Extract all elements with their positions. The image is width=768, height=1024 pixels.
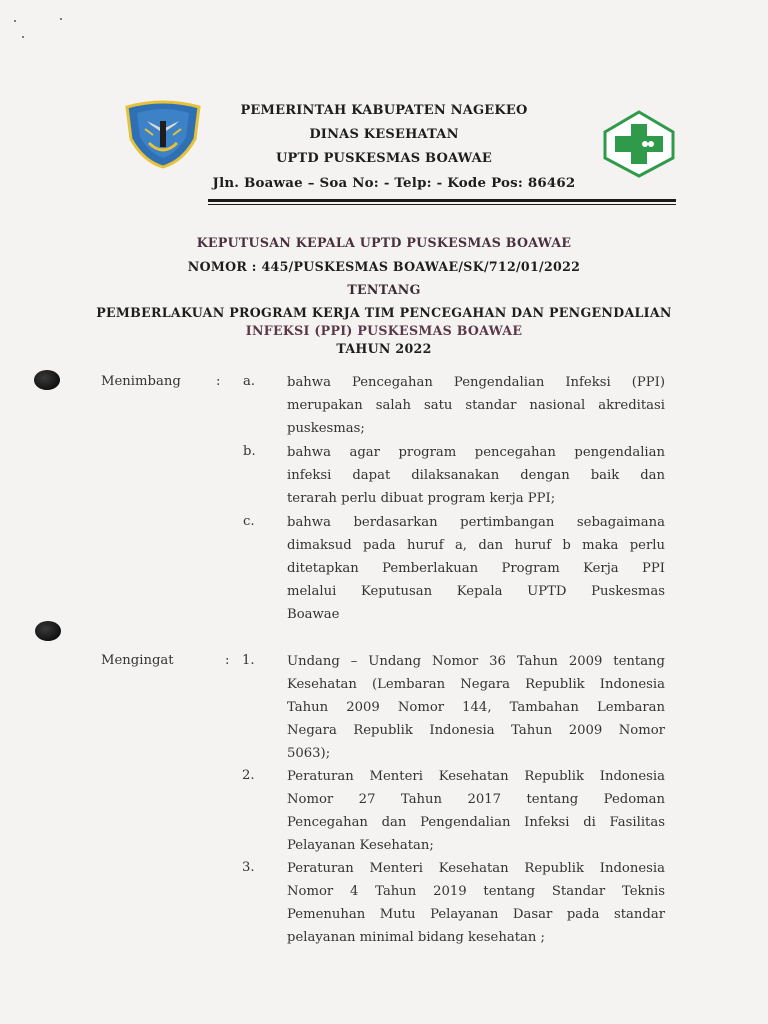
text-line: Kesehatan (Lembaran Negara Republik Indonesia <box>287 677 665 692</box>
text-line: terarah perlu dibuat program kerja PPI; <box>287 491 556 506</box>
menimbang-item-a <box>287 371 665 440</box>
letterhead-institution: UPTD PUSKESMAS BOAWAE <box>275 151 493 166</box>
mengingat-item-3 <box>287 857 665 949</box>
text-line: Pemenuhan Mutu Pelayanan Dasar pada standar <box>287 907 665 922</box>
punch-hole-bottom <box>35 621 61 641</box>
decree-number: NOMOR : 445/PUSKESMAS BOAWAE/SK/712/01/2022 <box>187 259 581 274</box>
decree-year: TAHUN 2022 <box>336 341 432 356</box>
text-line: melalui Keputusan Kepala UPTD Puskesmas <box>287 584 665 599</box>
scan-speck <box>22 36 24 38</box>
letterhead-department: DINAS KESEHATAN <box>309 127 459 142</box>
mengingat-colon: : <box>225 653 230 668</box>
menimbang-colon: : <box>216 374 221 389</box>
decree-subject-line1: PEMBERLAKUAN PROGRAM KERJA TIM PENCEGAHAN DAN PENGENDALIAN <box>96 305 672 320</box>
menimbang-marker-a: a. <box>243 374 256 389</box>
puskesmas-green-cross-icon <box>601 110 677 178</box>
text-line: Undang – Undang Nomor 36 Tahun 2009 tentang <box>287 654 665 669</box>
text-line: Peraturan Menteri Kesehatan Republik Indonesia <box>287 769 665 784</box>
text-line: infeksi dapat dilaksanakan dengan baik dan <box>287 468 665 483</box>
mengingat-item-1 <box>287 650 665 765</box>
menimbang-item-c <box>287 511 665 626</box>
text-line: 5063); <box>287 746 331 761</box>
decree-subject-line2: INFEKSI (PPI) PUSKESMAS BOAWAE <box>245 323 523 338</box>
decree-tentang: TENTANG <box>347 282 421 297</box>
text-line: ditetapkan Pemberlakuan Program Kerja PPI <box>287 561 665 576</box>
scan-speck <box>14 20 16 22</box>
text-line: Pelayanan Kesehatan; <box>287 838 434 853</box>
text-line: Nomor 27 Tahun 2017 tentang Pedoman <box>287 792 665 807</box>
scan-speck <box>60 18 62 20</box>
text-line: dimaksud pada huruf a, dan huruf b maka perlu <box>287 538 665 553</box>
text-line: Boawae <box>287 607 340 622</box>
letterhead-government: PEMERINTAH KABUPATEN NAGEKEO <box>240 103 528 118</box>
text-line: Negara Republik Indonesia Tahun 2009 Nomor <box>287 723 665 738</box>
text-line: merupakan salah satu standar nasional akreditasi <box>287 398 665 413</box>
menimbang-item-b <box>287 441 665 510</box>
mengingat-marker-1: 1. <box>242 653 255 668</box>
mengingat-marker-2: 2. <box>242 768 255 783</box>
decree-title: KEPUTUSAN KEPALA UPTD PUSKESMAS BOAWAE <box>196 235 572 250</box>
text-line: Tahun 2009 Nomor 144, Tambahan Lembaran <box>287 700 665 715</box>
text-line: bahwa Pencegahan Pengendalian Infeksi (PPI) <box>287 375 665 390</box>
letterhead-address: Jln. Boawae – Soa No: - Telp: - Kode Pos: 86462 <box>212 175 576 191</box>
text-line: Pencegahan dan Pengendalian Infeksi di Fasilitas <box>287 815 665 830</box>
text-line: Nomor 4 Tahun 2019 tentang Standar Teknis <box>287 884 665 899</box>
text-line: Peraturan Menteri Kesehatan Republik Indonesia <box>287 861 665 876</box>
text-line: pelayanan minimal bidang kesehatan ; <box>287 930 545 945</box>
text-line: bahwa berdasarkan pertimbangan sebagaimana <box>287 515 665 530</box>
menimbang-marker-c: c. <box>243 514 255 529</box>
mengingat-marker-3: 3. <box>242 860 255 875</box>
text-line: bahwa agar program pencegahan pengendalian <box>287 445 665 460</box>
menimbang-marker-b: b. <box>243 444 256 459</box>
mengingat-item-2 <box>287 765 665 857</box>
mengingat-label: Mengingat <box>101 653 174 668</box>
letterhead-divider-thick <box>208 199 676 202</box>
letterhead-divider-thin <box>208 204 676 205</box>
menimbang-label: Menimbang <box>101 374 181 389</box>
text-line: puskesmas; <box>287 421 365 436</box>
punch-hole-top <box>34 370 60 390</box>
